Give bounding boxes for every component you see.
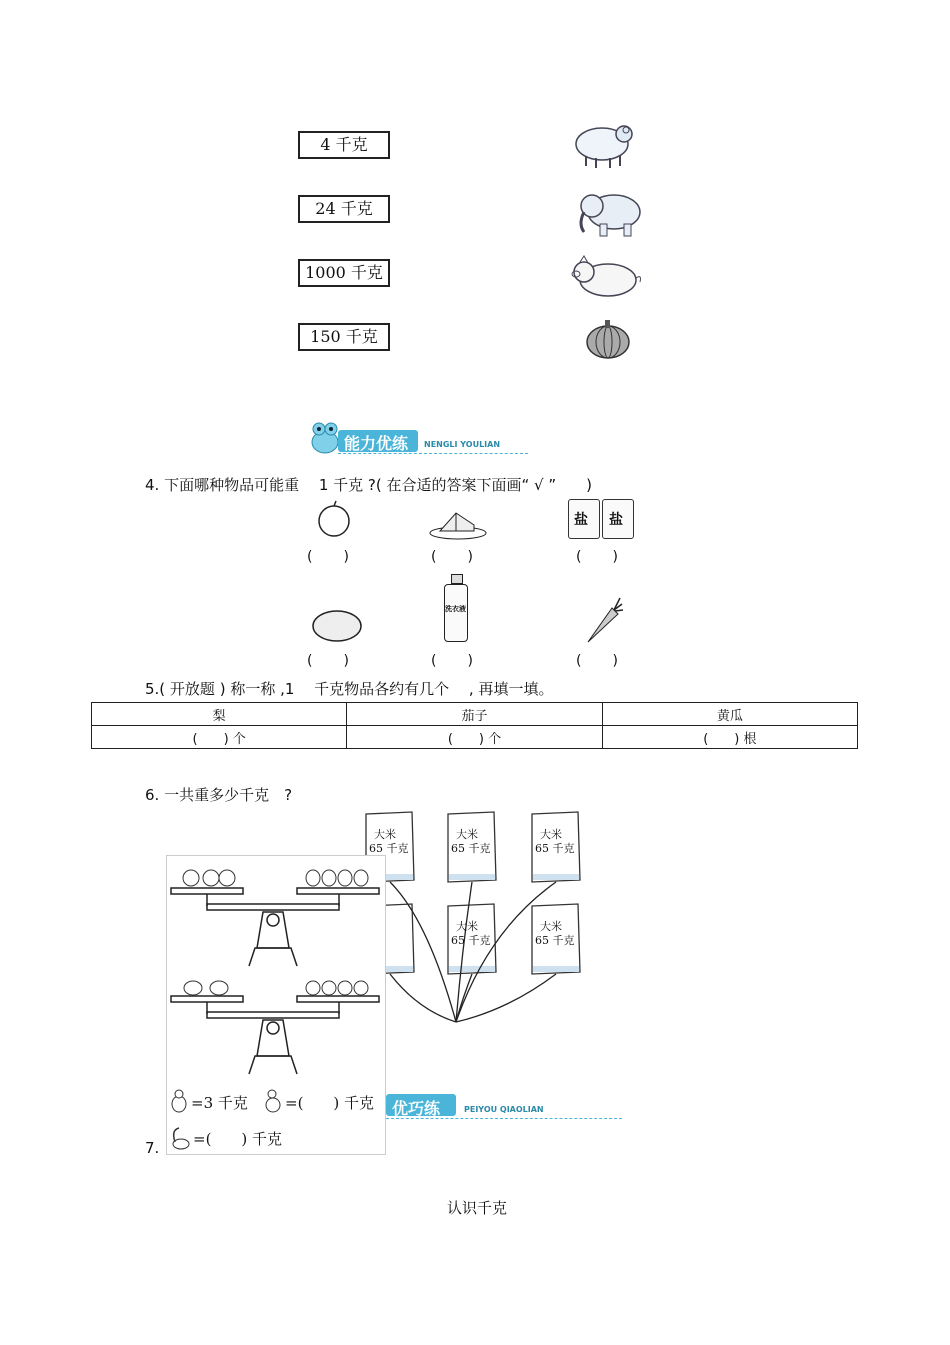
answer-paren-egg[interactable]: ( ) <box>307 653 350 669</box>
banner2-title: 优巧练 <box>392 1099 441 1118</box>
weight-box-1: 4 千克 <box>298 131 390 159</box>
rice-bag-weight-1: 65 千克 <box>369 842 409 855</box>
rice-bag-weight-3: 65 千克 <box>535 842 575 855</box>
weight-box-3: 1000 千克 <box>298 259 390 287</box>
detergent-bottle-icon <box>443 574 469 642</box>
balance-scale-icon <box>167 856 385 1106</box>
cake-icon <box>428 503 488 541</box>
section-banner-ability <box>308 420 528 456</box>
sheep-icon <box>570 118 640 170</box>
rice-bag-weight-5: 65 千克 <box>451 934 491 947</box>
rice-bag-label-3: 大米 <box>540 828 562 841</box>
balance-scale-card <box>166 855 386 1155</box>
question-7-label: 7. <box>145 1139 160 1157</box>
banner2-subtitle: PEIYOU QIAOLIAN <box>464 1105 544 1114</box>
banner-title: 能力优练 <box>344 434 409 453</box>
answer-paren-carrot[interactable]: ( ) <box>576 653 619 669</box>
frog-mascot-icon <box>308 420 342 456</box>
rice-bag-label-6: 大米 <box>540 920 562 933</box>
weight-box-2: 24 千克 <box>298 195 390 223</box>
chicken-weight-text: =3 千克 <box>191 1094 248 1112</box>
bottle-label: 洗衣液 <box>445 605 466 613</box>
page-footer-title: 认识千克 <box>447 1199 508 1217</box>
apple-icon <box>314 499 354 539</box>
table-cell-eggplant[interactable]: ( ) 个 <box>347 726 602 749</box>
banner-subtitle: NENGLI YOULIAN <box>424 440 501 449</box>
answer-paren-salt[interactable]: ( ) <box>576 549 619 565</box>
answer-paren-bottle[interactable]: ( ) <box>431 653 474 669</box>
rice-bag-label-2: 大米 <box>456 828 478 841</box>
table-cell-pear[interactable]: ( ) 个 <box>92 726 347 749</box>
egg-icon <box>310 608 364 644</box>
elephant-icon <box>574 188 646 240</box>
salt-label-2: 盐 <box>609 512 623 528</box>
table-row <box>92 726 858 749</box>
answer-paren-apple[interactable]: ( ) <box>307 549 350 565</box>
carrot-icon <box>584 596 624 646</box>
duck-icon <box>263 1088 283 1114</box>
goose-weight-text: =( ) 千克 <box>193 1130 283 1148</box>
table-cell-cucumber[interactable]: ( ) 根 <box>602 726 857 749</box>
rice-bag-label-1: 大米 <box>374 828 396 841</box>
table-header-eggplant: 茄子 <box>347 703 602 726</box>
answer-paren-cake[interactable]: ( ) <box>431 549 474 565</box>
salt-label-1: 盐 <box>574 512 588 528</box>
salt-bags-icon <box>566 497 636 541</box>
pig-icon <box>566 252 644 302</box>
goose-icon <box>169 1124 191 1150</box>
rice-bag-label-5: 大米 <box>456 920 478 933</box>
section-banner-excellent <box>384 1086 624 1122</box>
pumpkin-icon <box>584 316 632 360</box>
weight-box-4: 150 千克 <box>298 323 390 351</box>
question-6-text: 6. 一共重多少千克 ? <box>145 786 293 804</box>
table-header-cucumber: 黄瓜 <box>602 703 857 726</box>
table-header-row <box>92 703 858 726</box>
question-5-text: 5.( 开放题 ) 称一称 ,1 千克物品各约有几个 , 再填一填。 <box>145 680 554 698</box>
chicken-icon <box>169 1088 189 1114</box>
rice-bag-weight-2: 65 千克 <box>451 842 491 855</box>
question-4-text: 4. 下面哪种物品可能重 1 千克 ?( 在合适的答案下面画“ √ ” ) <box>145 476 592 494</box>
table-header-pear: 梨 <box>92 703 347 726</box>
rice-bag-weight-6: 65 千克 <box>535 934 575 947</box>
duck-weight-text: =( ) 千克 <box>285 1094 375 1112</box>
weigh-table <box>91 702 858 749</box>
